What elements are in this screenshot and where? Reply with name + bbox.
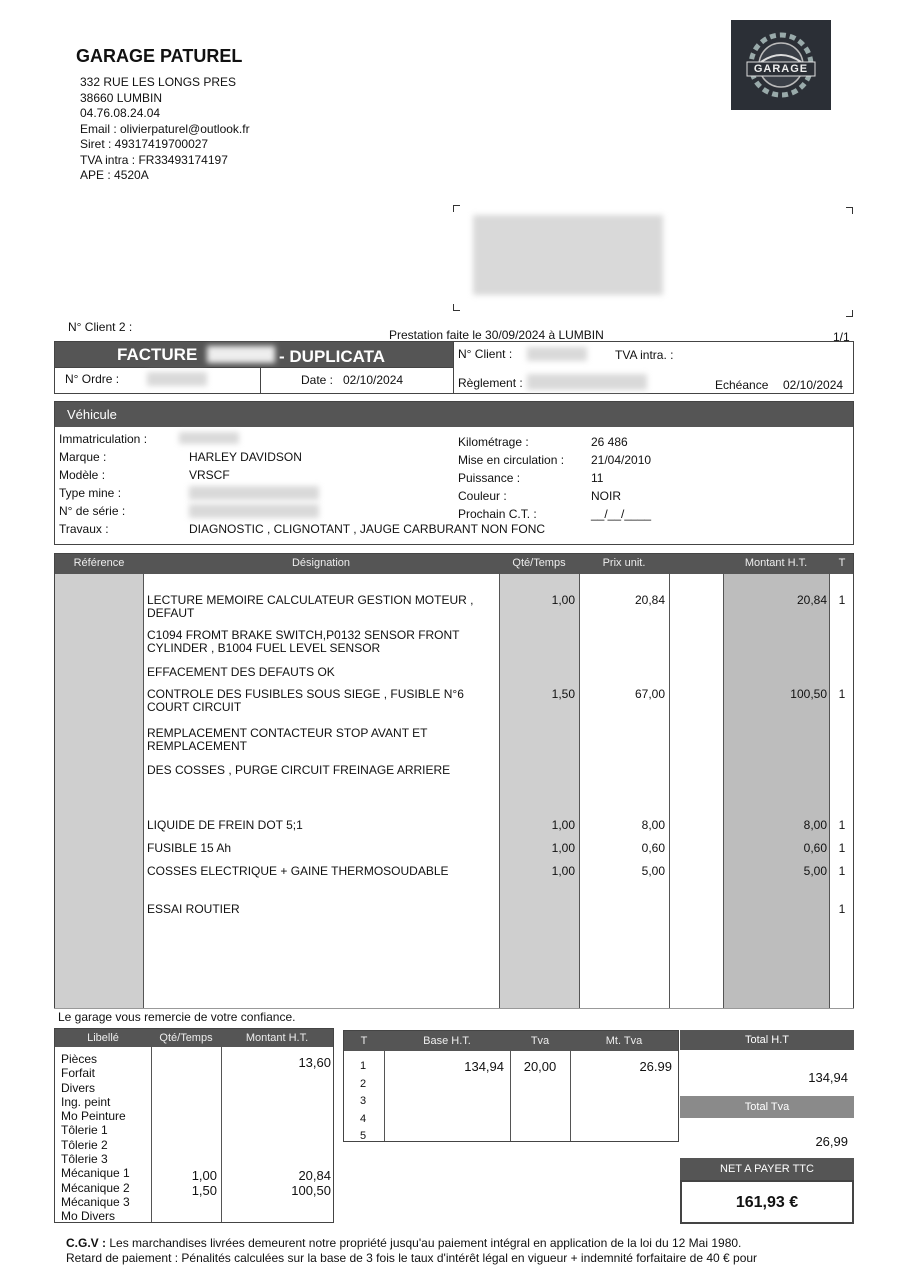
- couleur-value: NOIR: [591, 489, 621, 503]
- km-value: 26 486: [591, 435, 628, 449]
- net-label: NET A PAYER TTC: [680, 1158, 854, 1180]
- mec-value: 21/04/2010: [591, 453, 652, 467]
- client-label: N° Client :: [458, 347, 513, 361]
- total-ht-label: Total H.T: [680, 1030, 854, 1050]
- tva-col-tva: Tva: [530, 1035, 550, 1047]
- recap-meca2-montant: 100,50: [291, 1183, 331, 1198]
- prestation-text: Prestation faite le 30/09/2024 à LUMBIN: [389, 328, 604, 342]
- lines-table: [54, 553, 854, 1009]
- serie-label: N° de série :: [59, 504, 126, 518]
- ct-value: __/__/____: [591, 507, 652, 521]
- tva-amount-value: 26.99: [639, 1059, 672, 1074]
- vehicle-right: [458, 435, 651, 525]
- line-t: 1: [838, 902, 846, 916]
- mec-label: Mise en circulation :: [458, 453, 565, 467]
- line-qte: 1,00: [551, 818, 575, 832]
- recap-meca1-qte: 1,00: [191, 1168, 217, 1183]
- echeance-value: 02/10/2024: [783, 378, 844, 392]
- line-qte: 1,00: [551, 593, 575, 607]
- vehicle-section: [54, 401, 854, 545]
- retard-text: Retard de paiement : Pénalités calculées sur la base de 3 fois le taux d'intérêt légal en vigueur + indemnité forfaitaire de 40 € pour: [66, 1251, 758, 1265]
- recap-label: Ing. peint: [61, 1094, 111, 1109]
- reglement-redacted: [527, 374, 647, 390]
- tva-t-value: 4: [360, 1112, 367, 1125]
- puissance-value: 11: [591, 471, 604, 485]
- tva-base-value: 134,94: [464, 1059, 504, 1074]
- type-mine-redacted: [189, 486, 319, 500]
- line-montant: 8,00: [803, 818, 827, 832]
- client-number-redacted: [527, 347, 587, 361]
- line-designation: ESSAI ROUTIER: [147, 902, 240, 916]
- tva-col-mt: Mt. Tva: [605, 1035, 643, 1047]
- line-prix: 5,00: [641, 864, 665, 878]
- company-email: Email : olivierpaturel@outlook.fr: [80, 121, 250, 136]
- recap-pieces-montant: 13,60: [298, 1055, 331, 1070]
- line-designation: COSSES ELECTRIQUE + GAINE THERMOSOUDABLE: [147, 864, 449, 878]
- invoice-number-redacted: [207, 346, 275, 363]
- tva-col-base: Base H.T.: [423, 1035, 471, 1047]
- company-address2: 38660 LUMBIN: [80, 90, 163, 105]
- col-qte: Qté/Temps: [512, 557, 566, 569]
- serie-redacted: [189, 504, 319, 518]
- footer: [66, 1236, 896, 1266]
- modele-value: VRSCF: [189, 468, 230, 482]
- recap-label: Pièces: [61, 1052, 98, 1066]
- recap-label: Mécanique 2: [61, 1180, 130, 1195]
- line-designation: EFFACEMENT DES DEFAUTS OK: [147, 665, 335, 679]
- line-designation: REMPLACEMENT CONTACTEUR STOP AVANT ET REMPLACEMENT: [147, 726, 428, 753]
- recap-label: Mo Peinture: [61, 1109, 126, 1124]
- recap-col-qte: Qté/Temps: [159, 1032, 213, 1044]
- puissance-label: Puissance :: [458, 471, 521, 485]
- net-box: [680, 1180, 854, 1224]
- ordre-label: N° Ordre :: [65, 372, 120, 386]
- ct-label: Prochain C.T. :: [458, 507, 537, 521]
- tva-col-t: T: [360, 1035, 368, 1047]
- duplicata-label: - DUPLICATA: [279, 347, 386, 366]
- montant-column-shade: [723, 574, 829, 1008]
- line-t: 1: [838, 593, 846, 607]
- tva-intra-label: TVA intra. :: [615, 348, 674, 362]
- recap-label: Tôlerie 1: [61, 1123, 108, 1138]
- company-name: GARAGE PATUREL: [76, 46, 243, 66]
- recap-col-libelle: Libellé: [87, 1032, 119, 1044]
- recap-label: Tôlerie 3: [61, 1152, 108, 1167]
- immat-label: Immatriculation :: [59, 432, 148, 446]
- reglement-label: Règlement :: [458, 376, 523, 390]
- logo-text: GARAGE: [753, 63, 809, 75]
- travaux-value: DIAGNOSTIC , CLIGNOTANT , JAUGE CARBURANT NON FONC: [189, 522, 546, 536]
- page-number: 1/1: [833, 330, 850, 344]
- line-designation: CONTROLE DES FUSIBLES SOUS SIEGE , FUSIBLE N°6 COURT CIRCUIT: [147, 687, 464, 714]
- travaux-label: Travaux :: [59, 522, 109, 536]
- line-designation: LIQUIDE DE FREIN DOT 5;1: [147, 818, 303, 832]
- line-t: 1: [838, 818, 846, 832]
- recap-meca2-qte: 1,50: [191, 1183, 217, 1198]
- invoice-header-box: [54, 341, 854, 394]
- date-label: Date :: [301, 373, 334, 387]
- vehicle-section-title: Véhicule: [55, 402, 853, 427]
- recap-label: Mécanique 1: [61, 1166, 130, 1181]
- total-tva-label: Total Tva: [680, 1096, 854, 1118]
- recap-label: Divers: [61, 1080, 96, 1095]
- col-montant: Montant H.T.: [744, 557, 808, 569]
- tva-t-value: 3: [360, 1095, 367, 1107]
- tva-t-value: 1: [360, 1060, 367, 1072]
- company-phone: 04.76.08.24.04: [80, 106, 161, 120]
- totals-block: [680, 1030, 854, 1226]
- marque-label: Marque :: [59, 450, 107, 464]
- company-block: [76, 46, 250, 184]
- col-prix: Prix unit.: [602, 557, 646, 569]
- address-window: [453, 205, 853, 317]
- client2-label: N° Client 2 :: [68, 320, 133, 334]
- client-address-redacted: [473, 215, 663, 295]
- line-t: 1: [838, 687, 846, 701]
- line-montant: 100,50: [790, 687, 827, 701]
- recap-label: Mécanique 3: [61, 1194, 130, 1209]
- line-qte: 1,00: [551, 841, 575, 855]
- immat-redacted: [179, 432, 239, 444]
- line-designation: C1094 FROMT BRAKE SWITCH,P0132 SENSOR FRONT CYLINDER , B1004 FUEL LEVEL SENSOR: [147, 628, 460, 655]
- line-montant: 0,60: [803, 841, 827, 855]
- recap-table: [54, 1028, 334, 1223]
- line-prix: 20,84: [634, 593, 665, 607]
- recap-label: Tôlerie 2: [61, 1137, 108, 1152]
- recap-label: Mo Divers: [61, 1209, 116, 1224]
- modele-label: Modèle :: [59, 468, 106, 482]
- line-prix: 0,60: [641, 841, 665, 855]
- company-siret: Siret : 49317419700027: [80, 137, 209, 151]
- line-prix: 67,00: [634, 687, 665, 701]
- line-montant: 20,84: [796, 593, 827, 607]
- recap-label: Forfait: [61, 1066, 96, 1081]
- line-designation: DES COSSES , PURGE CIRCUIT FREINAGE ARRIERE: [147, 763, 451, 777]
- invoice-title-bar: [55, 342, 453, 367]
- col-t: T: [838, 557, 846, 569]
- recap-meca1-montant: 20,84: [298, 1168, 331, 1183]
- couleur-label: Couleur :: [458, 489, 507, 503]
- line-t: 1: [838, 864, 846, 878]
- tva-table: [343, 1030, 679, 1142]
- line-prix: 8,00: [641, 818, 665, 832]
- line-t: 1: [838, 841, 846, 855]
- cgv-text: Les marchandises livrées demeurent notre propriété jusqu'au paiement intégral en application de la loi du 12 Mai 1980.: [109, 1236, 742, 1250]
- line-qte: 1,50: [551, 687, 575, 701]
- line-qte: 1,00: [551, 864, 575, 878]
- col-designation: Désignation: [291, 557, 351, 569]
- type-mine-label: Type mine :: [59, 486, 122, 500]
- recap-col-montant: Montant H.T.: [245, 1032, 309, 1044]
- echeance-label: Echéance: [715, 378, 769, 392]
- company-address1: 332 RUE LES LONGS PRES: [80, 75, 237, 89]
- net-value: 161,93 €: [735, 1194, 799, 1211]
- col-ref: Référence: [73, 557, 125, 569]
- line-designation: LECTURE MEMOIRE CALCULATEUR GESTION MOTEUR , DEFAUT: [147, 593, 474, 620]
- thanks-text: Le garage vous remercie de votre confiance.: [58, 1010, 296, 1024]
- marque-value: HARLEY DAVIDSON: [189, 450, 302, 464]
- tva-t-value: 5: [360, 1130, 367, 1142]
- qte-column-shade: [499, 574, 579, 1008]
- line-designation: FUSIBLE 15 Ah: [147, 841, 232, 855]
- ref-column-shade: [55, 574, 143, 1008]
- ordre-redacted: [147, 372, 207, 386]
- km-label: Kilométrage :: [458, 435, 529, 449]
- tva-t-value: 2: [360, 1077, 367, 1090]
- line-montant: 5,00: [803, 864, 827, 878]
- date-value: 02/10/2024: [343, 373, 404, 387]
- total-tva-value: 26,99: [815, 1134, 848, 1149]
- company-ape: APE : 4520A: [80, 168, 149, 182]
- company-tva: TVA intra : FR33493174197: [80, 152, 228, 167]
- tva-rate-value: 20,00: [523, 1059, 557, 1074]
- invoice-title: FACTURE: [117, 345, 198, 364]
- garage-logo: [731, 20, 831, 110]
- cgv-label: C.G.V :: [66, 1236, 107, 1250]
- total-ht-value: 134,94: [808, 1070, 848, 1085]
